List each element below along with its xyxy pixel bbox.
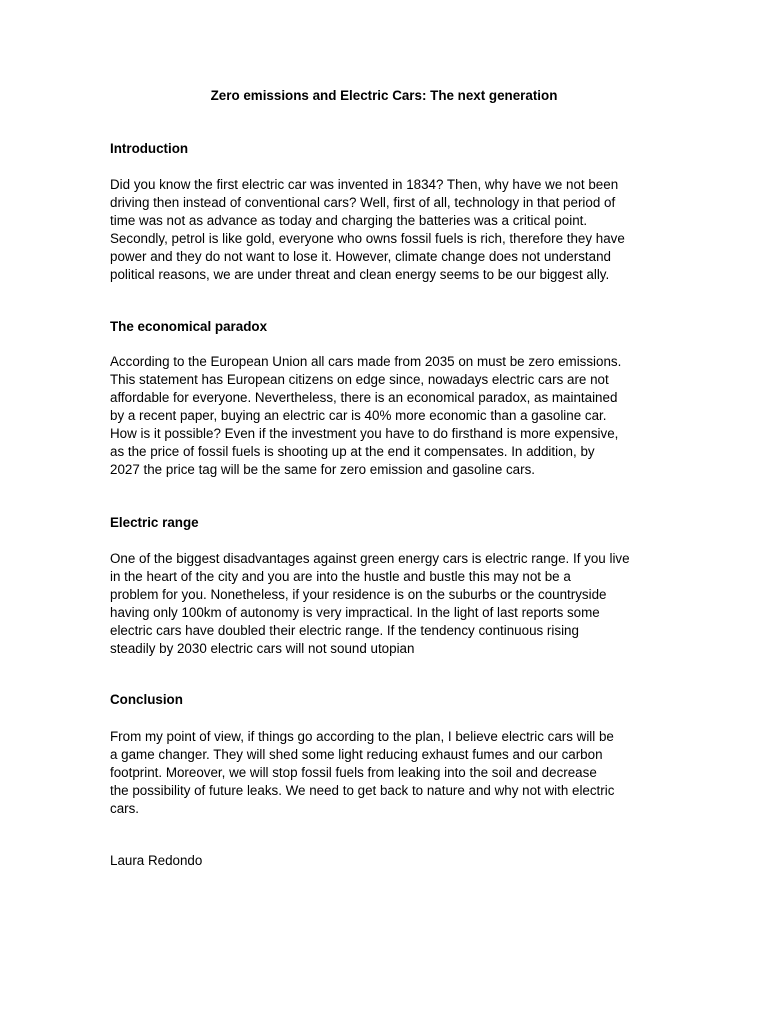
- paragraph-line: driving then instead of conventional cars? Well, first of all, technology in that period of: [110, 195, 616, 210]
- paragraph-line: This statement has European citizens on edge since, nowadays electric cars are not: [110, 372, 609, 387]
- paragraph-line: as the price of fossil fuels is shooting up at the end it compensates. In addition, by: [110, 444, 595, 459]
- section-heading-introduction: Introduction: [110, 141, 189, 156]
- paragraph-line: From my point of view, if things go according to the plan, I believe electric cars will be: [110, 729, 614, 744]
- paragraph-line: power and they do not want to lose it. However, climate change does not understand: [110, 249, 611, 264]
- section-paragraph-introduction: [110, 176, 662, 284]
- paragraph-line: According to the European Union all cars made from 2035 on must be zero emissions.: [110, 354, 622, 369]
- paragraph-line: How is it possible? Even if the investment you have to do firsthand is more expensive,: [110, 426, 619, 441]
- section-heading-conclusion: Conclusion: [110, 692, 183, 707]
- paragraph-line: Did you know the first electric car was invented in 1834? Then, why have we not been: [110, 177, 619, 192]
- author-signature: Laura Redondo: [110, 853, 203, 868]
- paragraph-line: cars.: [110, 801, 140, 816]
- section-paragraph-economical-paradox: [110, 353, 662, 479]
- paragraph-line: affordable for everyone. Nevertheless, there is an economical paradox, as maintained: [110, 390, 618, 405]
- paragraph-line: the possibility of future leaks. We need to get back to nature and why not with electric: [110, 783, 615, 798]
- paragraph-line: footprint. Moreover, we will stop fossil fuels from leaking into the soil and decrease: [110, 765, 597, 780]
- paragraph-line: time was not as advance as today and charging the batteries was a critical point.: [110, 213, 588, 228]
- paragraph-line: political reasons, we are under threat and clean energy seems to be our biggest ally.: [110, 267, 610, 282]
- section-paragraph-conclusion: [110, 728, 662, 818]
- paragraph-line: 2027 the price tag will be the same for zero emission and gasoline cars.: [110, 462, 536, 477]
- paragraph-line: Secondly, petrol is like gold, everyone who owns fossil fuels is rich, therefore they have: [110, 231, 625, 246]
- paragraph-line: in the heart of the city and you are into the hustle and bustle this may not be a: [110, 569, 571, 584]
- paragraph-line: problem for you. Nonetheless, if your residence is on the suburbs or the countryside: [110, 587, 607, 602]
- section-paragraph-electric-range: [110, 550, 662, 658]
- paragraph-line: electric cars have doubled their electric range. If the tendency continuous rising: [110, 623, 579, 638]
- paragraph-line: having only 100km of autonomy is very impractical. In the light of last reports some: [110, 605, 600, 620]
- paragraph-line: a game changer. They will shed some light reducing exhaust fumes and our carbon: [110, 747, 603, 762]
- paragraph-line: One of the biggest disadvantages against green energy cars is electric range. If you live: [110, 551, 630, 566]
- section-heading-economical-paradox: The economical paradox: [110, 319, 268, 334]
- paragraph-line: by a recent paper, buying an electric car is 40% more economic than a gasoline car.: [110, 408, 607, 423]
- section-heading-electric-range: Electric range: [110, 515, 199, 530]
- paragraph-line: steadily by 2030 electric cars will not sound utopian: [110, 641, 415, 656]
- document-title: Zero emissions and Electric Cars: The next generation: [210, 88, 558, 103]
